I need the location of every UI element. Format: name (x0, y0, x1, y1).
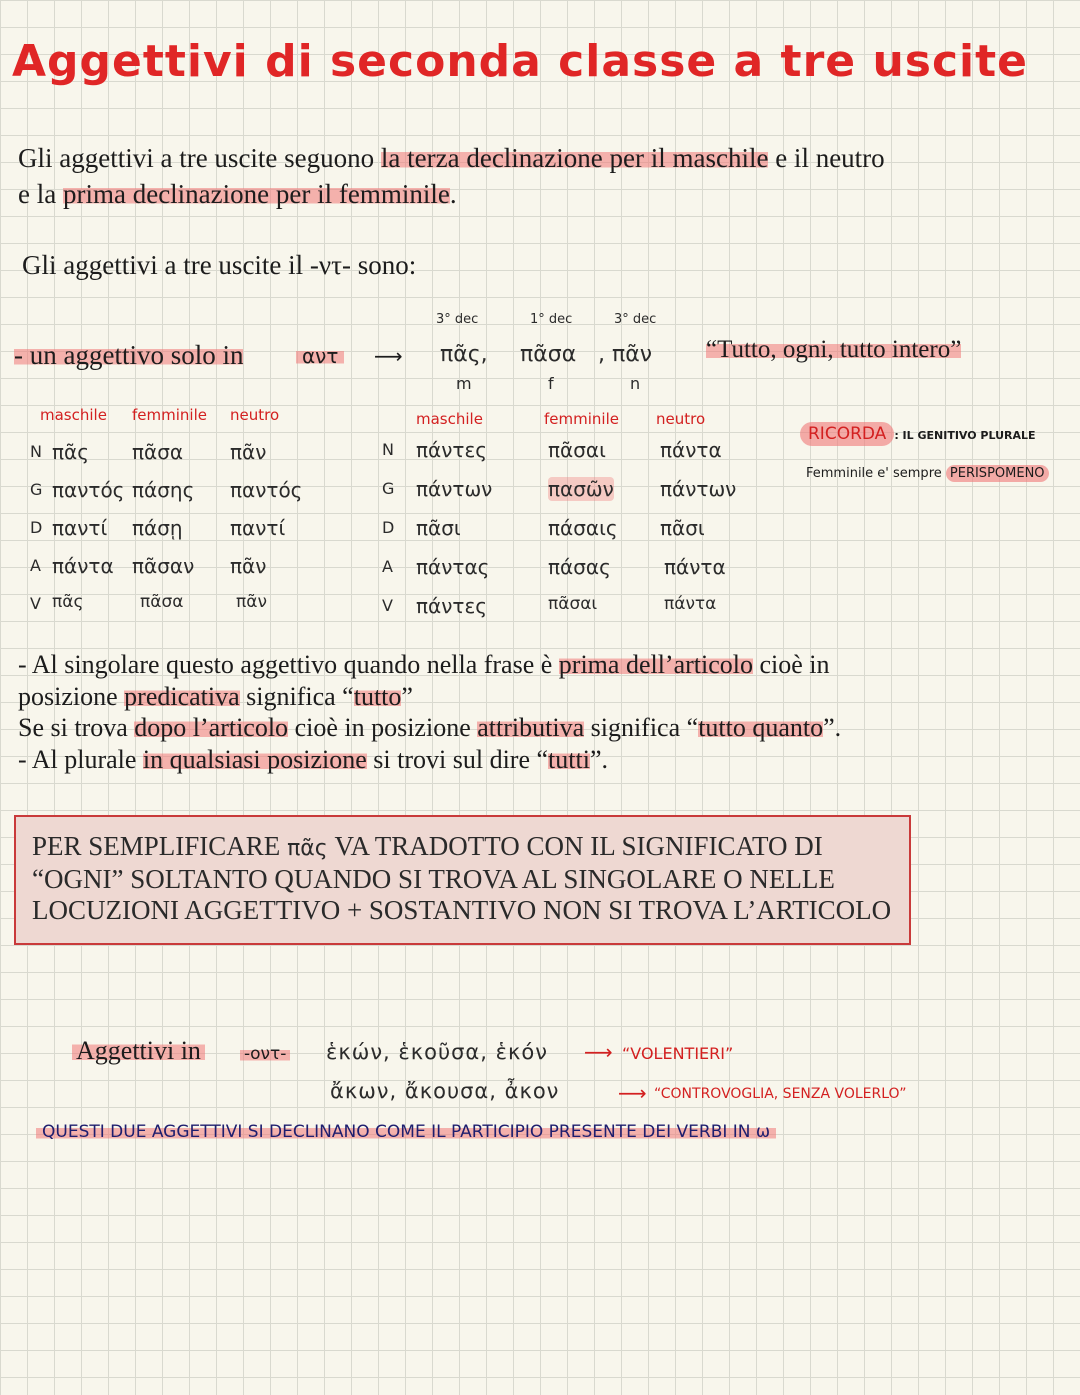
sing-v-f: πᾶσα (140, 592, 184, 612)
ont-note-text: QUESTI DUE AGGETTIVI SI DECLINANO COME IL PARTICIPIO PRESENTE DEI VERBI IN ω (36, 1122, 776, 1142)
sing-a-m: πάντα (52, 554, 114, 578)
usage-text: cioè in posizione (288, 713, 478, 742)
plur-header-m: maschile (416, 410, 483, 428)
case-label: D (382, 518, 395, 537)
ont-note (36, 1122, 776, 1142)
dec-label-n: 3° dec (614, 312, 657, 327)
usage-text: si trovi sul dire “ (366, 744, 549, 774)
ricorda-label: RICORDA (800, 422, 894, 446)
usage-text: significa “ (239, 681, 354, 711)
sing-n-m: πᾶς (52, 440, 89, 464)
plur-g-f (548, 477, 614, 501)
page-title: Aggettivi di seconda classe a tre uscite (11, 36, 1029, 87)
sing-g-f: πάσης (132, 478, 195, 502)
pas-ending: αντ (296, 344, 344, 368)
sing-n-n: πᾶν (230, 440, 267, 464)
ricorda-perispomeno: PERISPOMENO (946, 465, 1049, 482)
arrow-icon: ⟶ (618, 1081, 647, 1105)
sing-d-n: παντί (230, 516, 286, 540)
sing-a-f: πᾶσαν (132, 554, 195, 578)
pas-meaning-text: “Tutto, ogni, tutto intero” (706, 336, 962, 363)
highlight: predicativa (124, 681, 240, 711)
sing-g-m: παντός (52, 478, 125, 502)
pas-form-f: πᾶσα (520, 342, 577, 367)
usage-text: ”. (589, 744, 608, 774)
plur-g-n: πάντων (660, 477, 737, 501)
sing-header-m: maschile (40, 406, 107, 424)
plur-header-f: femminile (544, 410, 619, 428)
highlight: attributiva (477, 713, 585, 742)
case-label: V (382, 596, 393, 615)
pas-meaning (706, 336, 961, 364)
plur-a-f: πάσας (548, 555, 611, 579)
sing-v-m: πᾶς (52, 592, 84, 612)
usage-text: cioè in (753, 650, 830, 679)
case-label: N (30, 442, 42, 461)
plur-v-f: πᾶσαι (548, 594, 598, 614)
plur-header-n: neutro (656, 410, 706, 428)
plur-n-f: πᾶσαι (548, 438, 606, 462)
intro-text: . (449, 179, 457, 209)
sing-v-n: πᾶν (236, 592, 267, 612)
ont-label-text: Aggettivi in (72, 1036, 205, 1065)
sing-d-m: παντί (52, 516, 108, 540)
usage-text: Se si trova (18, 713, 135, 742)
intro-line-ntr: Gli aggettivi a tre uscite il -ντ- sono: (22, 250, 417, 280)
highlight: dopo l’articolo (134, 713, 289, 742)
intro-text: e il neutro (768, 143, 885, 173)
sing-a-n: πᾶν (230, 554, 267, 578)
plur-g-m: πάντων (416, 477, 493, 501)
arrow-icon: ⟶ (584, 1040, 613, 1064)
ont-label (72, 1036, 205, 1066)
plur-d-m: πᾶσι (416, 516, 461, 540)
sing-header-f: femminile (132, 406, 207, 424)
ont-meaning-1: “VOLENTIERI” (622, 1044, 734, 1063)
highlight-prima-declinazione: prima declinazione per il femminile (62, 179, 450, 209)
note-text: PER SEMPLIFICARE (32, 831, 288, 861)
plur-v-n: πάντα (664, 594, 717, 614)
sing-header-n: neutro (230, 406, 280, 424)
intro-text: Gli aggettivi a tre uscite seguono (18, 143, 381, 173)
usage-text: significa “ (584, 713, 699, 742)
pas-form-m: πᾶς, (440, 342, 488, 367)
plur-d-f: πάσαις (548, 516, 618, 540)
case-label: G (30, 480, 43, 499)
highlight: in qualsiasi posizione (142, 744, 367, 774)
usage-text: posizione (18, 681, 125, 711)
ont-forms-2: ἄκων, ἄκουσα, ἆκον (330, 1079, 560, 1103)
note-box (14, 815, 911, 945)
ricorda-note (800, 424, 1036, 444)
gender-f: f (548, 374, 554, 393)
ont-forms-1: ἑκών, ἑκοῦσα, ἑκόν (326, 1040, 548, 1064)
plur-g-f-text: πασῶν (548, 477, 614, 501)
gender-n: n (630, 374, 641, 393)
intro-paragraph (18, 140, 1058, 212)
highlight-terza-declinazione: la terza declinazione per il maschile (380, 143, 769, 173)
sing-g-n: παντός (230, 478, 303, 502)
highlight: tutto quanto (698, 713, 824, 742)
usage-text: - Al singolare questo aggettivo quando nella frase è (18, 650, 559, 679)
usage-text: ” (401, 681, 413, 711)
pas-comma: , (598, 342, 605, 367)
highlight: prima dell’articolo (558, 650, 753, 679)
case-label: A (30, 556, 41, 575)
note-greek: πᾶς (287, 836, 328, 861)
case-label: N (382, 440, 394, 459)
intro-text: e la (18, 179, 63, 209)
pas-form-n: πᾶν (612, 342, 653, 367)
sing-d-f: πάσῃ (132, 516, 183, 540)
plur-n-n: πάντα (660, 438, 722, 462)
ont-ending: -οντ- (240, 1044, 290, 1064)
plur-a-m: πάντας (416, 555, 490, 579)
sing-n-f: πᾶσα (132, 440, 184, 464)
plur-v-m: πάντες (416, 594, 487, 618)
plur-a-n: πάντα (664, 555, 726, 579)
pas-label (14, 340, 243, 371)
highlight: tutto (353, 681, 402, 711)
plur-d-n: πᾶσι (660, 516, 705, 540)
note-box-text (32, 831, 902, 926)
usage-text: ”. (823, 713, 842, 742)
plur-n-m: πάντες (416, 438, 487, 462)
pas-label-text: - un aggettivo solo in (14, 340, 244, 370)
usage-text: - Al plurale (18, 744, 143, 774)
dec-label-f: 1° dec (530, 312, 573, 327)
dec-label-m: 3° dec (436, 312, 479, 327)
ricorda-line2 (806, 466, 1049, 481)
note-text: VA TRADOTTO CON IL SIGNIFICATO DI “OGNI” SOLTANTO QUANDO SI TROVA AL SINGOLARE O NELLE LOCUZIONI AGGETTIVO + SOSTANTIVO NON SI TROVA L’ARTICOLO (32, 831, 892, 925)
gender-m: m (456, 374, 472, 393)
arrow-icon: ⟶ (374, 344, 403, 368)
case-label: V (30, 594, 41, 613)
ricorda-text: : IL GENITIVO PLURALE (894, 429, 1036, 442)
case-label: A (382, 557, 393, 576)
case-label: G (382, 479, 395, 498)
case-label: D (30, 518, 43, 537)
highlight: tutti (548, 744, 590, 774)
ont-meaning-2: “CONTROVOGLIA, SENZA VOLERLO” (654, 1086, 907, 1102)
ricorda-text2: Femminile e' sempre (806, 466, 946, 481)
usage-paragraph (18, 649, 1058, 775)
